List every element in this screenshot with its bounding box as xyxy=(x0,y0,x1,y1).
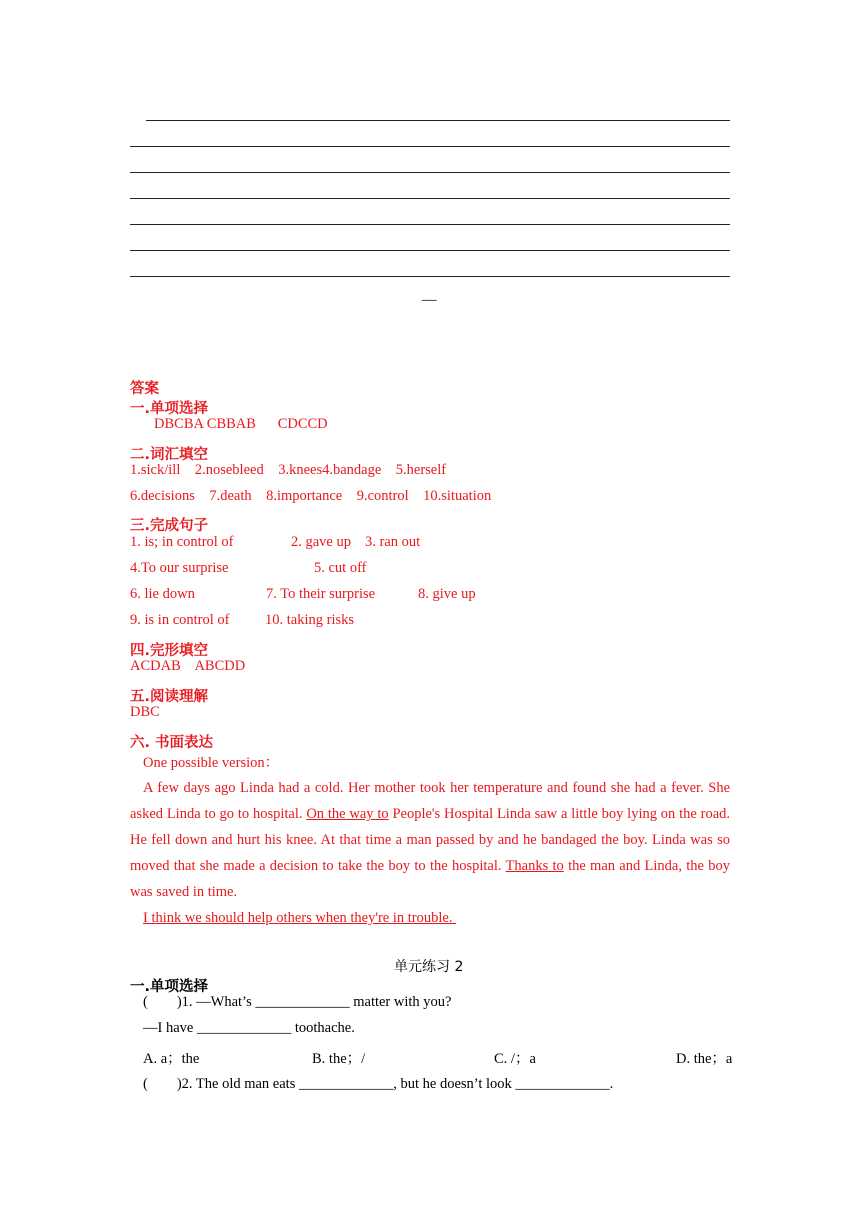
section-3-item: 5. cut off xyxy=(314,560,367,576)
essay-text: People's Hospital Linda saw a little boy lying on the road. He fell down and hurt his knee. At that time a man passed by and he bandaged the boy. Linda was so moved that she made a decision to take the boy to the hospital. xyxy=(130,806,731,874)
section-3-item: 6. lie down xyxy=(130,586,195,602)
section-1-heading: 一.单项选择 xyxy=(130,401,209,417)
answer-line xyxy=(146,120,730,121)
section-3-item: 4.To our surprise xyxy=(130,560,229,576)
sample-intro: One possible version： xyxy=(143,755,280,771)
answer-line xyxy=(130,146,730,147)
answer-title: 答案 xyxy=(130,381,159,397)
section-5-heading: 五.阅读理解 xyxy=(130,689,209,705)
question-1-reply: —I have _____________ toothache. xyxy=(143,1020,355,1036)
section-3-item: 9. is in control of xyxy=(130,612,230,628)
section-2-answers-2: 6.decisions 7.death 8.importance 9.control 10.situation xyxy=(130,488,492,504)
section-3-item: 7. To their surprise xyxy=(266,586,376,602)
section-3-item: 10. taking risks xyxy=(265,612,355,628)
question-2: ( )2. The old man eats _____________, but he doesn’t look _____________. xyxy=(143,1076,614,1092)
section-3-item: 2. gave up xyxy=(291,534,351,550)
section-3-heading: 三.完成句子 xyxy=(130,518,209,534)
question-1-option-d: D. the；a xyxy=(676,1051,733,1067)
answer-line xyxy=(130,198,730,199)
answer-line xyxy=(130,250,730,251)
question-1: ( )1. —What’s _____________ matter with you? xyxy=(143,994,452,1010)
section-3-item: 8. give up xyxy=(418,586,476,602)
essay-text: the man and Linda, the boy was saved in time. xyxy=(130,858,730,900)
unit-2-title: 单元练习 2 xyxy=(394,959,464,975)
essay-underlined-phrase: On the way to xyxy=(306,806,389,822)
section-1-answers: DBCBA CBBAB CDCCD xyxy=(154,416,328,432)
essay-conclusion: I think we should help others when they're in trouble. xyxy=(143,910,457,926)
essay-underlined-phrase: Thanks to xyxy=(505,858,564,874)
trailing-dash: — xyxy=(422,292,437,308)
section-6-heading: 六. 书面表达 xyxy=(130,735,214,751)
unit-2-heading: 一.单项选择 xyxy=(130,979,209,995)
section-3-item: 1. is; in control of xyxy=(130,534,234,550)
answer-line xyxy=(130,224,730,225)
section-5-answers: DBC xyxy=(130,704,160,720)
question-1-option-a: A. a；the xyxy=(143,1051,200,1067)
sample-essay xyxy=(130,775,730,905)
section-2-heading: 二.词汇填空 xyxy=(130,447,209,463)
question-1-option-c: C. /；a xyxy=(494,1051,536,1067)
question-1-option-b: B. the；/ xyxy=(312,1051,366,1067)
section-4-answers: ACDAB ABCDD xyxy=(130,658,246,674)
section-4-heading: 四.完形填空 xyxy=(130,643,209,659)
essay-text: A few days ago Linda had a cold. Her mother took her temperature and found she had a fever. She asked Linda to go to hospital. xyxy=(130,780,730,822)
section-3-item: 3. ran out xyxy=(365,534,421,550)
answer-line xyxy=(130,172,730,173)
answer-line xyxy=(130,276,730,277)
section-2-answers-1: 1.sick/ill 2.nosebleed 3.knees4.bandage 5.herself xyxy=(130,462,447,478)
